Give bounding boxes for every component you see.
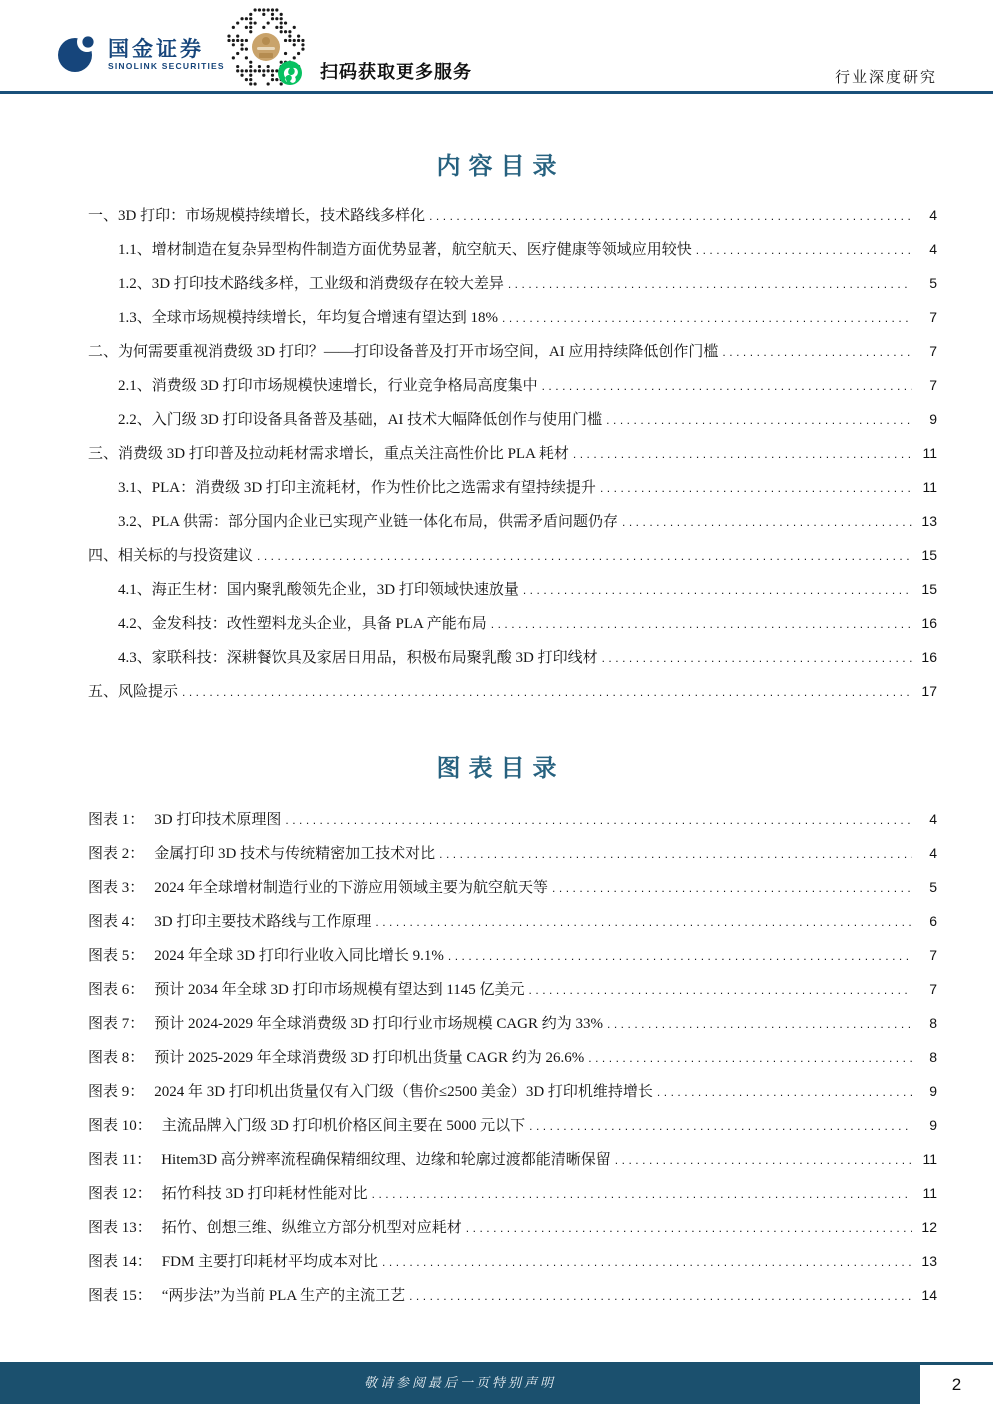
toc-entry-label: 1.1、增材制造在复杂异型构件制造方面优势显著，航空航天、医疗健康等领域应用较快 — [118, 242, 692, 258]
dot-leader — [439, 837, 912, 871]
dot-leader — [529, 973, 912, 1007]
dot-leader — [542, 369, 912, 403]
dot-leader — [607, 1007, 912, 1041]
toc-entry[interactable] — [88, 436, 937, 470]
page-number: 2 — [920, 1365, 993, 1404]
dot-leader — [382, 1245, 912, 1279]
figures-title: 图表目录 — [436, 756, 565, 782]
figure-entry-page: 12 — [921, 1219, 937, 1235]
figure-title-text: 预计 2024-2029 年全球消费级 3D 打印行业市场规模 CAGR 约为 33% — [154, 1016, 604, 1032]
figure-entry[interactable] — [88, 1040, 937, 1074]
toc-entry[interactable] — [88, 606, 937, 640]
figure-number: 图表 13： — [88, 1220, 152, 1236]
figure-entry-label — [88, 1109, 525, 1143]
toc-entry[interactable] — [88, 266, 937, 300]
figure-title-text: 预计 2034 年全球 3D 打印市场规模有望达到 1145 亿美元 — [154, 982, 525, 998]
figure-number: 图表 10： — [88, 1118, 152, 1134]
dot-leader — [375, 905, 912, 939]
figure-entry[interactable] — [88, 1006, 937, 1040]
toc-entry-page: 11 — [922, 445, 937, 461]
figure-entry-page: 5 — [929, 879, 937, 895]
dot-leader — [622, 505, 912, 539]
toc-entry-page: 4 — [929, 207, 937, 223]
figure-number: 图表 2： — [88, 846, 145, 862]
dot-leader — [529, 1109, 912, 1143]
figure-entry[interactable] — [88, 1074, 937, 1108]
figure-number: 图表 7： — [88, 1016, 145, 1032]
figure-entry-label — [88, 1211, 462, 1245]
dot-leader — [722, 335, 912, 369]
figure-number: 图表 5： — [88, 948, 145, 964]
toc-entry-page: 7 — [929, 309, 937, 325]
figure-entry-label — [88, 905, 371, 939]
figure-title-text: 金属打印 3D 技术与传统精密加工技术对比 — [154, 846, 436, 862]
header-divider — [0, 91, 993, 94]
figure-entry-page: 7 — [929, 947, 937, 963]
toc-entry-page: 9 — [929, 411, 937, 427]
figure-entry-label — [88, 803, 281, 837]
brand-text — [108, 37, 225, 72]
figure-entry-label — [88, 973, 525, 1007]
toc-entry-label: 4.3、家联科技：深耕餐饮具及家居日用品，积极布局聚乳酸 3D 打印线材 — [118, 650, 598, 666]
toc-entry-page: 15 — [921, 547, 937, 563]
dot-leader — [429, 199, 912, 233]
toc-entry-label: 1.2、3D 打印技术路线多样，工业级和消费级存在较大差异 — [118, 276, 504, 292]
dot-leader — [600, 471, 912, 505]
figure-entry[interactable] — [88, 972, 937, 1006]
figure-number: 图表 4： — [88, 914, 145, 930]
figure-entry[interactable] — [88, 904, 937, 938]
figure-entry-page: 4 — [929, 845, 937, 861]
wechat-icon — [278, 61, 302, 85]
toc-entry-page: 16 — [921, 649, 937, 665]
figure-entry-page: 14 — [921, 1287, 937, 1303]
figure-number: 图表 11： — [88, 1152, 152, 1168]
figure-title-text: 2024 年 3D 打印机出货量仅有入门级（售价≤2500 美金）3D 打印机维持增长 — [154, 1084, 653, 1100]
toc-entry-label: 二、为何需要重视消费级 3D 打印？——打印设备普及打开市场空间，AI 应用持续降低创作门槛 — [88, 344, 719, 360]
figure-entry[interactable] — [88, 870, 937, 904]
figure-entry-label — [88, 1245, 378, 1279]
figure-title-text: Hitem3D 高分辨率流程确保精细纹理、边缘和轮廓过渡都能清晰保留 — [161, 1152, 611, 1168]
figure-entry-page: 11 — [922, 1185, 937, 1201]
figure-number: 图表 9： — [88, 1084, 145, 1100]
figure-number: 图表 6： — [88, 982, 145, 998]
figure-entry-page: 9 — [929, 1083, 937, 1099]
toc-entry-label: 一、3D 打印：市场规模持续增长，技术路线多样化 — [88, 208, 426, 224]
dot-leader — [552, 871, 912, 905]
figure-entry-label — [88, 837, 435, 871]
figure-title-text: 预计 2025-2029 年全球消费级 3D 打印机出货量 CAGR 约为 26.6% — [154, 1050, 585, 1066]
dot-leader — [588, 1041, 912, 1075]
toc-entry[interactable] — [88, 572, 937, 606]
toc-entry-label: 三、消费级 3D 打印普及拉动耗材需求增长，重点关注高性价比 PLA 耗材 — [88, 446, 569, 462]
figure-title-text: 拓竹科技 3D 打印耗材性能对比 — [161, 1186, 368, 1202]
dot-leader — [409, 1279, 912, 1313]
figure-title-text: 3D 打印技术原理图 — [154, 812, 282, 828]
dot-leader — [602, 641, 912, 675]
dot-leader — [657, 1075, 912, 1109]
toc-entry[interactable] — [88, 232, 937, 266]
figure-title-text: 2024 年全球 3D 打印行业收入同比增长 9.1% — [154, 948, 444, 964]
toc-title: 内容目录 — [436, 154, 565, 180]
figure-entry[interactable] — [88, 938, 937, 972]
toc-entry[interactable] — [88, 640, 937, 674]
dot-leader — [466, 1211, 912, 1245]
figure-entry-page: 4 — [929, 811, 937, 827]
toc-entry[interactable] — [88, 402, 937, 436]
figure-entry[interactable] — [88, 1278, 937, 1312]
toc-entry-label: 4.1、海正生材：国内聚乳酸领先企业，3D 打印领域快速放量 — [118, 582, 519, 598]
figure-entry-label — [88, 939, 444, 973]
figure-entry-page: 11 — [922, 1151, 937, 1167]
figure-entry-label — [88, 1279, 405, 1313]
dot-leader — [606, 403, 912, 437]
qr-code — [224, 5, 312, 93]
report-type-label: 行业深度研究 — [834, 70, 937, 86]
figure-entry-label — [88, 1143, 611, 1177]
figure-entry-page: 7 — [929, 981, 937, 997]
figure-title-text: “两步法”为当前 PLA 生产的主流工艺 — [161, 1288, 406, 1304]
toc-entry-label: 4.2、金发科技：改性塑料龙头企业，具备 PLA 产能布局 — [118, 616, 487, 632]
toc-entry-page: 13 — [921, 513, 937, 529]
sinolink-logo-icon — [56, 32, 100, 76]
dot-leader — [508, 267, 912, 301]
toc-entry[interactable] — [88, 334, 937, 368]
dot-leader — [257, 539, 912, 573]
toc-entry-label: 3.2、PLA 供需：部分国内企业已实现产业链一体化布局，供需矛盾问题仍存 — [118, 514, 619, 530]
figure-number: 图表 14： — [88, 1254, 152, 1270]
toc-entry-label: 2.1、消费级 3D 打印市场规模快速增长，行业竞争格局高度集中 — [118, 378, 538, 394]
figure-number: 图表 8： — [88, 1050, 145, 1066]
page-header — [0, 0, 993, 94]
figure-entry-label — [88, 1177, 368, 1211]
figure-entry-page: 8 — [929, 1015, 937, 1031]
toc-entry-page: 7 — [929, 377, 937, 393]
figure-entry[interactable] — [88, 1244, 937, 1278]
dot-leader — [491, 607, 912, 641]
brand — [56, 32, 225, 76]
brand-subtitle: SINOLINK SECURITIES — [108, 60, 225, 71]
toc-entry[interactable] — [88, 198, 937, 232]
toc-entry-label: 3.1、PLA：消费级 3D 打印主流耗材，作为性价比之选需求有望持续提升 — [118, 480, 596, 496]
toc-entry-page: 11 — [922, 479, 937, 495]
figure-entry-label — [88, 1075, 653, 1109]
footer-disclaimer: 敬请参阅最后一页特别声明 — [363, 1375, 556, 1390]
dot-leader — [615, 1143, 912, 1177]
dot-leader — [448, 939, 912, 973]
dot-leader — [523, 573, 912, 607]
figure-entry-page: 13 — [921, 1253, 937, 1269]
toc-entry[interactable] — [88, 368, 937, 402]
dot-leader — [573, 437, 912, 471]
figure-entry-page: 8 — [929, 1049, 937, 1065]
toc-list — [88, 198, 937, 708]
dot-leader — [372, 1177, 912, 1211]
figure-title-text: 拓竹、创想三维、纵维立方部分机型对应耗材 — [161, 1220, 462, 1236]
figures-list — [88, 802, 937, 1312]
figure-entry-page: 9 — [929, 1117, 937, 1133]
figure-title-text: FDM 主要打印耗材平均成本对比 — [161, 1254, 379, 1270]
figure-entry[interactable] — [88, 1142, 937, 1176]
toc-entry[interactable] — [88, 674, 937, 708]
brand-name: 国金证券 — [108, 36, 204, 61]
figure-title-text: 2024 年全球增材制造行业的下游应用领域主要为航空航天等 — [154, 880, 549, 896]
toc-entry-page: 4 — [929, 241, 937, 257]
dot-leader — [285, 803, 912, 837]
figure-entry[interactable] — [88, 836, 937, 870]
figure-entry[interactable] — [88, 1108, 937, 1142]
figure-number: 图表 1： — [88, 812, 145, 828]
figure-entry-label — [88, 1007, 603, 1041]
toc-entry-page: 7 — [929, 343, 937, 359]
dot-leader — [502, 301, 912, 335]
dot-leader — [182, 675, 912, 709]
figure-number: 图表 15： — [88, 1288, 152, 1304]
toc-entry-page: 16 — [921, 615, 937, 631]
figure-entry-label — [88, 1041, 584, 1075]
figure-number: 图表 3： — [88, 880, 145, 896]
dot-leader — [696, 233, 912, 267]
footer-bar — [0, 1362, 993, 1404]
figure-entry[interactable] — [88, 802, 937, 836]
toc-entry-label: 四、相关标的与投资建议 — [88, 548, 254, 564]
toc-entry[interactable] — [88, 470, 937, 504]
toc-entry-page: 5 — [929, 275, 937, 291]
toc-entry[interactable] — [88, 504, 937, 538]
figure-entry-page: 6 — [929, 913, 937, 929]
toc-entry[interactable] — [88, 538, 937, 572]
toc-entry-label: 1.3、全球市场规模持续增长，年均复合增速有望达到 18% — [118, 310, 498, 326]
figure-entry-label — [88, 871, 548, 905]
figure-title-text: 主流品牌入门级 3D 打印机价格区间主要在 5000 元以下 — [161, 1118, 526, 1134]
toc-entry-page: 17 — [921, 683, 937, 699]
figure-entry[interactable] — [88, 1210, 937, 1244]
figure-number: 图表 12： — [88, 1186, 152, 1202]
figure-title-text: 3D 打印主要技术路线与工作原理 — [154, 914, 372, 930]
qr-caption: 扫码获取更多服务 — [320, 62, 472, 82]
toc-entry[interactable] — [88, 300, 937, 334]
toc-entry-label: 五、风险提示 — [88, 684, 179, 700]
toc-entry-page: 15 — [921, 581, 937, 597]
figure-entry[interactable] — [88, 1176, 937, 1210]
toc-entry-label: 2.2、入门级 3D 打印设备具备普及基础，AI 技术大幅降低创作与使用门槛 — [118, 412, 603, 428]
